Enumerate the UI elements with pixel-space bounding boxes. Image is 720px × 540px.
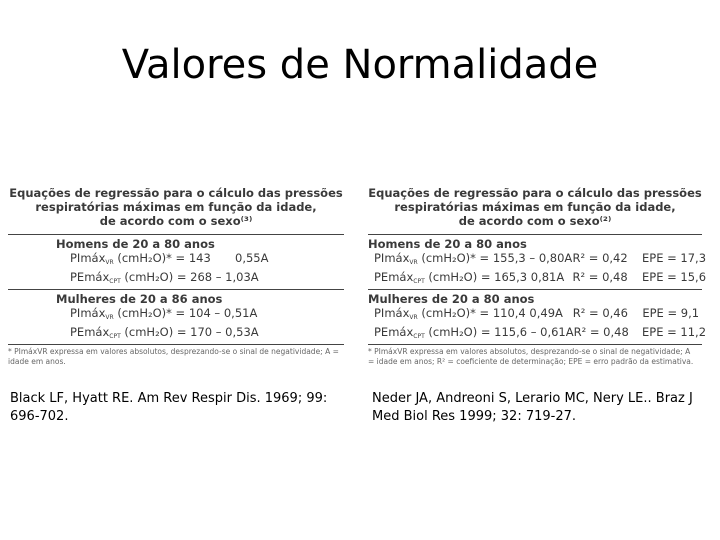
eq-label: PImáx bbox=[70, 306, 106, 320]
eq-formula: (cmH₂O) = 115,6 – 0,61A bbox=[424, 325, 574, 339]
eq-epe: EPE = 9,1 bbox=[642, 306, 700, 320]
eq-label: PImáx bbox=[374, 306, 410, 320]
right-women-row-pimax bbox=[368, 306, 702, 325]
eq-label: PEmáx bbox=[374, 270, 414, 284]
eq-formula: (cmH₂O)* = 110,4 bbox=[417, 306, 526, 320]
eq-coefficient: 0,55A bbox=[235, 251, 269, 265]
right-table-rule-bottom bbox=[368, 344, 702, 345]
eq-coefficient: 0,81A bbox=[530, 270, 565, 284]
right-table-heading bbox=[368, 186, 702, 230]
eq-epe: EPE = 15,6 bbox=[642, 270, 707, 284]
eq-r2: R² = 0,48 bbox=[573, 325, 629, 339]
eq-label: PEmáx bbox=[374, 325, 414, 339]
eq-formula: (cmH₂O)* = 104 – 0,51A bbox=[113, 306, 258, 320]
left-heading-line-3: de acordo com o sexo⁽³⁾ bbox=[99, 214, 253, 228]
right-women-row-pemax bbox=[368, 325, 707, 344]
eq-coefficient: 0,49A bbox=[529, 306, 563, 320]
left-heading-line-1: Equações de regressão para o cálculo das pressões bbox=[9, 186, 343, 200]
eq-epe: EPE = 17,3 bbox=[642, 251, 707, 265]
eq-subscript: VR bbox=[409, 314, 418, 321]
right-reference: Neder JA, Andreoni S, Lerario MC, Nery LE.. Braz J Med Biol Res 1999; 32: 719-27. bbox=[372, 391, 693, 424]
left-table-heading bbox=[8, 186, 344, 230]
left-group-women-title: Mulheres de 20 a 86 anos bbox=[56, 292, 223, 306]
left-men-row-pemax bbox=[8, 270, 344, 289]
eq-subscript: CPT bbox=[413, 333, 425, 340]
eq-label: PEmáx bbox=[70, 270, 110, 284]
eq-label: PImáx bbox=[374, 251, 410, 265]
left-group-men bbox=[8, 235, 344, 289]
eq-r2: R² = 0,48 bbox=[572, 270, 628, 284]
eq-label: PImáx bbox=[70, 251, 106, 265]
eq-subscript: VR bbox=[105, 314, 114, 321]
eq-epe: EPE = 11,2 bbox=[642, 325, 707, 339]
right-heading-line-2: respiratórias máximas em função da idade, bbox=[394, 200, 676, 214]
right-men-row-pimax bbox=[368, 251, 707, 270]
left-regression-table bbox=[8, 186, 344, 367]
eq-formula: (cmH₂O)* = 155,3 – 0,80A bbox=[417, 251, 573, 265]
left-group-women bbox=[8, 290, 344, 344]
left-women-row-pimax bbox=[8, 306, 344, 325]
left-group-men-title: Homens de 20 a 80 anos bbox=[56, 237, 215, 251]
right-group-men bbox=[368, 235, 707, 289]
left-table-footnote: * PImáxVR expressa em valores absolutos, desprezando-se o sinal de negatividade; A = idade em anos. bbox=[8, 347, 339, 366]
right-heading-line-3: de acordo com o sexo⁽²⁾ bbox=[458, 214, 612, 228]
eq-r2: R² = 0,46 bbox=[572, 306, 628, 320]
left-table-rule-bottom bbox=[8, 344, 344, 345]
right-group-women-title: Mulheres de 20 a 80 anos bbox=[368, 292, 535, 306]
eq-formula: (cmH₂O) = 165,3 bbox=[424, 270, 528, 284]
right-men-row-pemax bbox=[368, 270, 707, 289]
eq-subscript: VR bbox=[409, 259, 418, 266]
eq-subscript: CPT bbox=[109, 333, 121, 340]
eq-formula: (cmH₂O) = 268 – 1,03A bbox=[120, 270, 259, 284]
left-men-row-pimax bbox=[8, 251, 344, 270]
left-reference: Black LF, Hyatt RE. Am Rev Respir Dis. 1969; 99: 696-702. bbox=[10, 391, 328, 424]
right-table-footnote: * PImáxVR expressa em valores absolutos, desprezando-se o sinal de negatividade; A = idade em anos; R² = coeficiente de determinação; EPE = erro padrão da estimativa. bbox=[368, 347, 694, 366]
eq-formula: (cmH₂O)* = 143 bbox=[113, 251, 211, 265]
eq-formula: (cmH₂O) = 170 – 0,53A bbox=[120, 325, 259, 339]
eq-label: PEmáx bbox=[70, 325, 110, 339]
right-regression-table bbox=[368, 186, 707, 367]
eq-subscript: CPT bbox=[413, 278, 425, 285]
right-group-women bbox=[368, 290, 707, 344]
right-heading-line-1: Equações de regressão para o cálculo das pressões bbox=[368, 186, 702, 200]
right-group-men-title: Homens de 20 a 80 anos bbox=[368, 237, 527, 251]
eq-subscript: CPT bbox=[109, 278, 121, 285]
left-heading-line-2: respiratórias máximas em função da idade, bbox=[35, 200, 317, 214]
left-women-row-pemax bbox=[8, 325, 344, 344]
slide-title: Valores de Normalidade bbox=[121, 42, 599, 88]
eq-subscript: VR bbox=[105, 259, 114, 266]
eq-r2: R² = 0,42 bbox=[572, 251, 628, 265]
